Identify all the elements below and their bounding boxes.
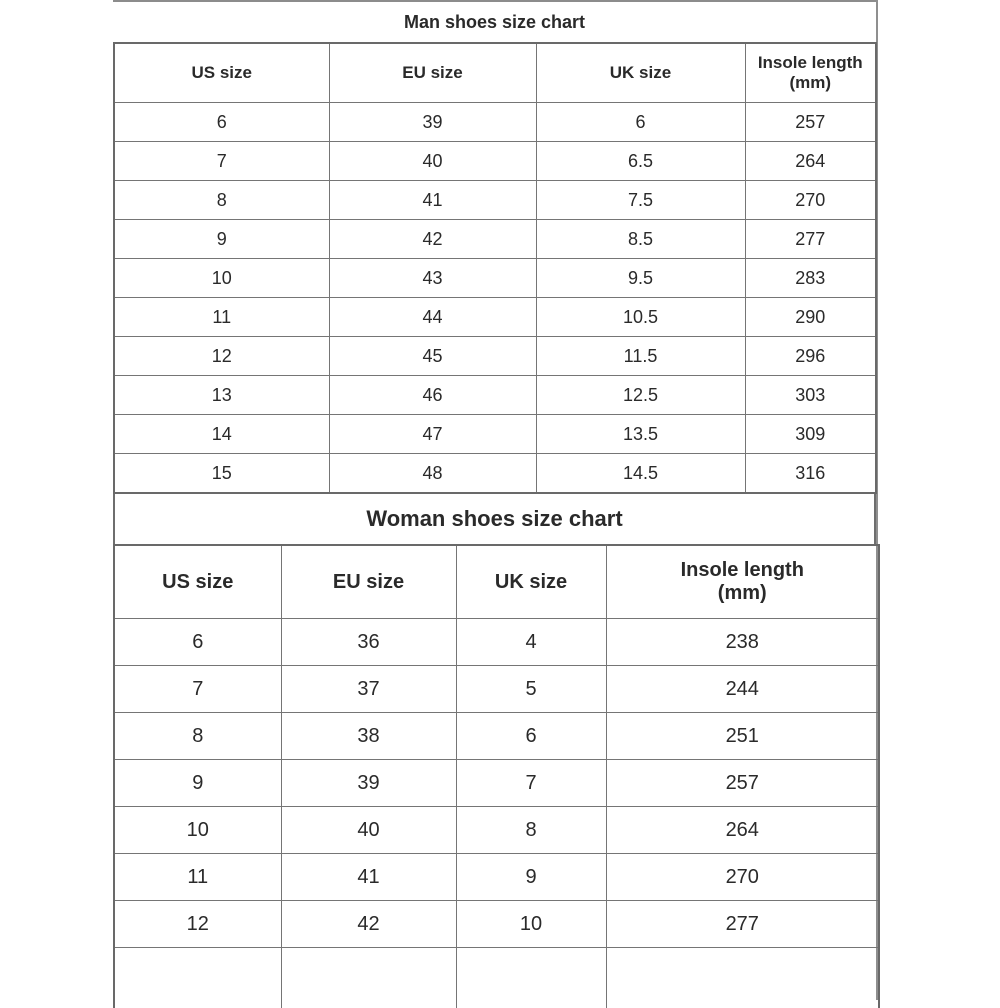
table-cell: 11 — [114, 298, 329, 337]
size-chart-sheet — [113, 0, 878, 1000]
table-cell: 10 — [114, 807, 281, 854]
table-cell: 309 — [745, 415, 876, 454]
table-cell: 244 — [606, 666, 879, 713]
table-cell: 36 — [281, 619, 456, 666]
table-cell: 6 — [456, 713, 606, 760]
men-table-title: Man shoes size chart — [113, 0, 876, 42]
table-cell: 9 — [114, 760, 281, 807]
table-cell: 277 — [745, 220, 876, 259]
table-cell: 40 — [281, 807, 456, 854]
table-cell: 257 — [745, 103, 876, 142]
table-cell: 7 — [456, 760, 606, 807]
table-cell: 45 — [329, 337, 536, 376]
table-cell: 13.5 — [536, 415, 745, 454]
table-cell: 9.5 — [536, 259, 745, 298]
table-cell: 9 — [114, 220, 329, 259]
table-cell: 12.5 — [536, 376, 745, 415]
table-cell: 39 — [281, 760, 456, 807]
table-cell: 11.5 — [536, 337, 745, 376]
table-cell: 6.5 — [536, 142, 745, 181]
table-cell: 48 — [329, 454, 536, 494]
table-cell: 277 — [606, 901, 879, 948]
table-row — [114, 259, 876, 298]
table-cell: 8 — [114, 713, 281, 760]
table-cell: 7.5 — [536, 181, 745, 220]
women-header-insole-length: Insole length (mm) — [606, 545, 879, 619]
table-cell: 290 — [745, 298, 876, 337]
table-cell: 6 — [536, 103, 745, 142]
table-cell: 10 — [456, 901, 606, 948]
table-cell: 47 — [329, 415, 536, 454]
table-cell: 264 — [606, 807, 879, 854]
men-header-row — [114, 43, 876, 103]
table-cell — [281, 948, 456, 1008]
table-cell: 37 — [281, 666, 456, 713]
women-header-eu-size: EU size — [281, 545, 456, 619]
table-cell: 38 — [281, 713, 456, 760]
table-row — [114, 901, 879, 948]
table-row — [114, 337, 876, 376]
table-cell: 10 — [114, 259, 329, 298]
table-row — [114, 619, 879, 666]
table-cell: 14 — [114, 415, 329, 454]
table-cell — [606, 948, 879, 1008]
table-cell: 8 — [456, 807, 606, 854]
table-cell: 8.5 — [536, 220, 745, 259]
table-row-empty — [114, 948, 879, 1008]
table-cell: 46 — [329, 376, 536, 415]
table-cell: 41 — [281, 854, 456, 901]
table-cell: 251 — [606, 713, 879, 760]
table-cell: 8 — [114, 181, 329, 220]
table-cell: 41 — [329, 181, 536, 220]
table-row — [114, 454, 876, 494]
men-header-uk-size: UK size — [536, 43, 745, 103]
table-cell: 12 — [114, 337, 329, 376]
women-header-us-size: US size — [114, 545, 281, 619]
table-row — [114, 854, 879, 901]
table-cell: 11 — [114, 854, 281, 901]
table-row — [114, 415, 876, 454]
women-header-uk-size: UK size — [456, 545, 606, 619]
table-cell: 42 — [329, 220, 536, 259]
table-cell: 7 — [114, 142, 329, 181]
table-cell: 238 — [606, 619, 879, 666]
table-cell — [114, 948, 281, 1008]
men-header-us-size: US size — [114, 43, 329, 103]
men-header-eu-size: EU size — [329, 43, 536, 103]
table-cell: 6 — [114, 619, 281, 666]
table-row — [114, 760, 879, 807]
table-cell: 14.5 — [536, 454, 745, 494]
table-cell: 44 — [329, 298, 536, 337]
table-row — [114, 666, 879, 713]
table-row — [114, 103, 876, 142]
men-header-insole-length: Insole length (mm) — [745, 43, 876, 103]
table-cell: 12 — [114, 901, 281, 948]
table-cell: 264 — [745, 142, 876, 181]
table-cell: 43 — [329, 259, 536, 298]
table-row — [114, 181, 876, 220]
table-row — [114, 220, 876, 259]
table-cell: 283 — [745, 259, 876, 298]
women-size-table — [113, 544, 880, 1008]
table-cell: 4 — [456, 619, 606, 666]
table-cell: 5 — [456, 666, 606, 713]
men-size-table — [113, 42, 877, 494]
table-cell: 270 — [606, 854, 879, 901]
table-cell: 303 — [745, 376, 876, 415]
table-row — [114, 713, 879, 760]
table-cell: 13 — [114, 376, 329, 415]
table-cell — [456, 948, 606, 1008]
women-table-title: Woman shoes size chart — [113, 494, 876, 544]
table-row — [114, 298, 876, 337]
table-cell: 15 — [114, 454, 329, 494]
table-cell: 42 — [281, 901, 456, 948]
table-cell: 7 — [114, 666, 281, 713]
table-cell: 270 — [745, 181, 876, 220]
table-cell: 316 — [745, 454, 876, 494]
table-row — [114, 142, 876, 181]
table-cell: 257 — [606, 760, 879, 807]
table-row — [114, 807, 879, 854]
table-cell: 40 — [329, 142, 536, 181]
table-cell: 9 — [456, 854, 606, 901]
table-cell: 296 — [745, 337, 876, 376]
table-row — [114, 376, 876, 415]
table-cell: 10.5 — [536, 298, 745, 337]
table-cell: 6 — [114, 103, 329, 142]
table-cell: 39 — [329, 103, 536, 142]
women-header-row — [114, 545, 879, 619]
